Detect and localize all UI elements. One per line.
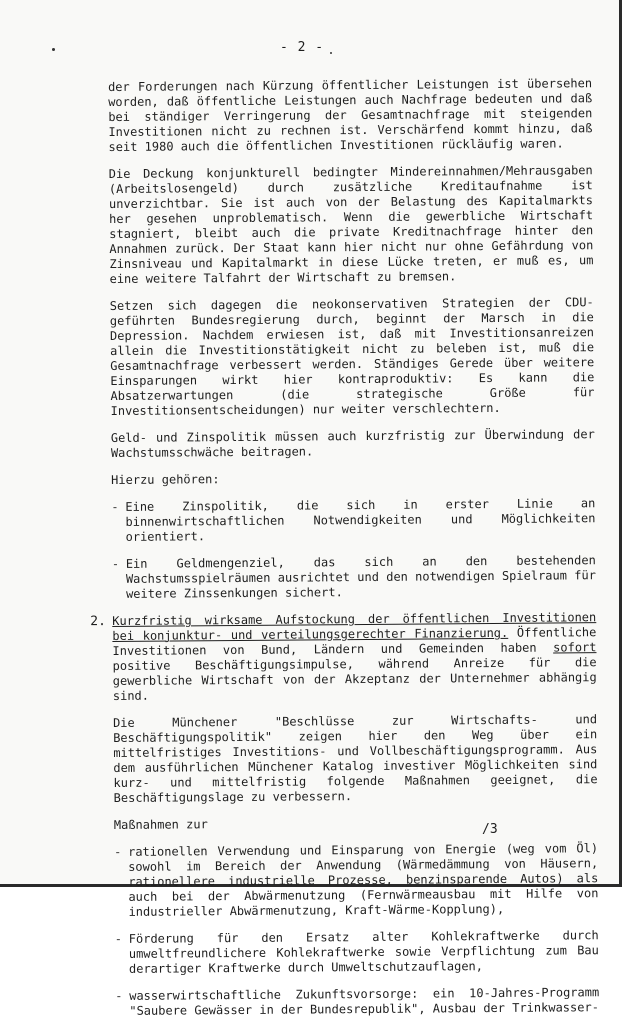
- scan-speck: [52, 48, 55, 51]
- list-zinspolitik: [111, 496, 596, 602]
- paragraph: Setzen sich dagegen die neokonservativen Strategien der CDU-geführten Bundesregierung durch, beginnt der Marsch in die Depression. Nachdem erwiesen ist, daß mit Investitionsanreizen allein die Investitionstätigkeit nicht zu beleben ist, muß die Gesamtnachfrage verbessert werden. Ständiges Gerede über weitere Einsparungen wirkt hier kontraproduktiv: Es kann die Absatzerwartungen (die strategische Größe für Investitionsentscheidungen) nur weiter verschlechtern.: [109, 295, 595, 418]
- paragraph: Hierzu gehören:: [111, 472, 220, 487]
- list-massnahmen: [114, 841, 599, 1019]
- paragraph: Die Münchener "Beschlüsse zur Wirtschafts- und Beschäftigungspolitik" zeigen hier den Weg über ein mittelfristiges Investitions- und Vollbeschäftigungsprogramm. Aus dem ausführlichen Münchener Katalog investiver Möglichkeiten sind kurz- und mittelfristig folgende Maßnahmen geeignet, die Beschäftigungslage zu verbessern.: [112, 712, 598, 805]
- item-heading: Kurzfristig wirksame Aufstockung der öffentlichen Investitionen bei konjunktur- und verteilungsgerechter Finanzierung.: [112, 610, 597, 643]
- list-item: - rationellen Verwendung und Einsparung von Energie (weg vom Öl) sowohl im Bereich der Anwendung (Wärmedämmung von Häusern, rationellere industrielle Prozesse, benzinsparende Autos) als auch bei der Abwärmenutzung (Fernwärmeausbau mit Hilfe von industrieller Abwärmenutzung, Kraft-Wärme-Kopplung),: [114, 841, 599, 920]
- body-text: [90, 76, 600, 1031]
- list-item: - Eine Zinspolitik, die sich in erster Linie an binnenwirtschaftlichen Notwendigkeiten und Möglichkeiten orientiert.: [111, 496, 595, 545]
- page-number: - 2 -: [280, 40, 325, 55]
- scan-speck: [330, 52, 332, 54]
- item-emphasis: sofort: [553, 640, 597, 655]
- list-item: - wasserwirtschaftliche Zukunftsvorsorge: ein 10-Jahres-Programm "Saubere Gewässer in der Bundesrepublik", Ausbau der Trinkwasser-: [115, 985, 599, 1019]
- item-number: 2.: [90, 614, 106, 630]
- numbered-item-2: [90, 610, 597, 704]
- paragraph: Die Deckung konjunkturell bedingter Mindereinnahmen/Mehrausgaben (Arbeitslosengeld) durch zusätzliche Kreditaufnahme ist unverzichtbar. Sie ist auch von der Belastung des Kapitalmarkts her gesehen unproblematisch. Wenn die gewerbliche Wirtschaft stagniert, bleibt auch die private Kreditnachfrage hinter den Annahmen zurück. Der Staat kann hier nicht nur ohne Gefährdung von Zinsniveau und Kapitalmarkt in diese Lücke treten, er muß es, um eine weitere Talfahrt der Wirtschaft zu bremsen.: [108, 163, 594, 286]
- item-text: Öffentliche Investitionen von Bund, Ländern und Gemeinden haben: [112, 625, 597, 658]
- list-item: - Ein Geldmengenziel, das sich an den bestehenden Wachstumsspielräumen ausrichtet und den notwendigen Spielraum für weitere Zinssenkungen sichert.: [112, 553, 596, 602]
- paragraph: Maßnahmen zur: [113, 817, 208, 832]
- paragraph: der Forderungen nach Kürzung öffentlicher Leistungen ist übersehen worden, daß öffentliche Leistungen auch Nachfrage bedeuten und daß bei ständiger Verringerung der Gesamtnachfrage mit steigenden Investitionen nicht zu rechnen ist. Verschärfend kommt hinzu, daß seit 1980 auch die öffentlichen Investitionen rückläufig waren.: [108, 76, 593, 154]
- continuation-marker: /3: [482, 822, 498, 837]
- list-item: - Förderung für den Ersatz alter Kohlekraftwerke durch umweltfreundlichere Kohlekraftwerke sowie Verpflichtung zum Bau derartiger Kraftwerke durch Umweltschutzauflagen,: [115, 928, 599, 977]
- paragraph: [112, 610, 597, 704]
- paragraph: Geld- und Zinspolitik müssen auch kurzfristig zur Überwindung der Wachstumsschwäche beitragen.: [110, 427, 595, 460]
- item-text: positive Beschäftigungsimpulse, während Anreize für die gewerbliche Wirtschaft von der Akzeptanz der Unternehmer abhängig sind.: [112, 655, 597, 703]
